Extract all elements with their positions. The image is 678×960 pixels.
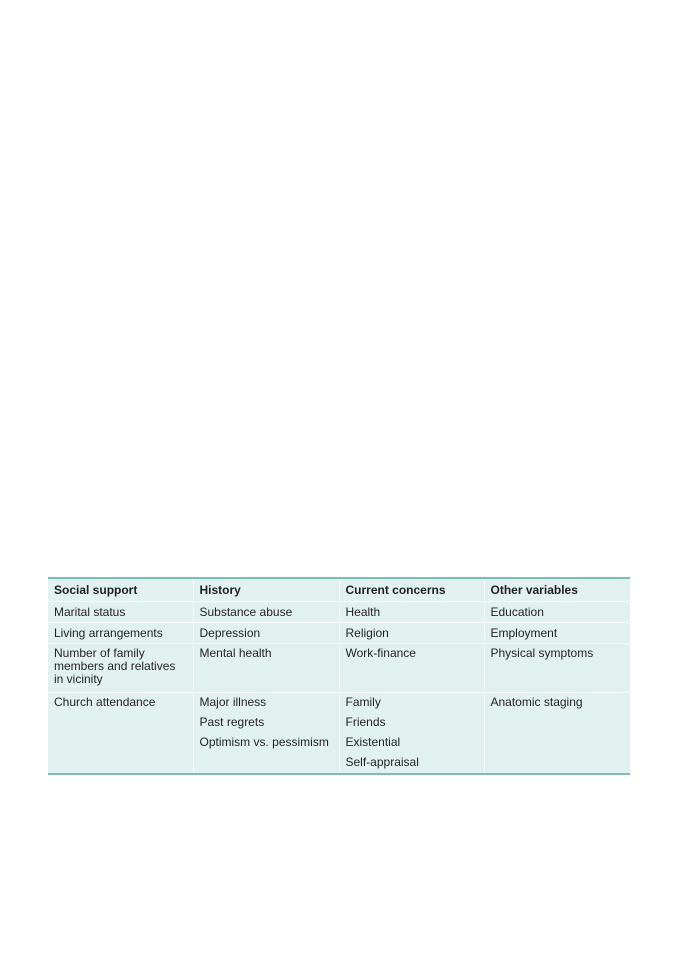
table-cell: Mental health [193,644,339,693]
table-row [48,623,630,644]
cell-line: Anatomic staging [490,695,583,709]
table-cell [484,693,630,775]
cell-line: Church attendance [54,695,156,709]
table-cell [339,693,484,775]
table-row [48,693,630,775]
table-cell: Living arrangements [48,623,193,644]
header-current-concerns: Current concerns [339,578,484,602]
table-cell: Marital status [48,602,193,623]
table-cell [48,693,193,775]
table-cell: Religion [339,623,484,644]
table-cell: Health [339,602,484,623]
cell-line: Optimism vs. pessimism [199,735,329,749]
variables-table-container [48,577,630,775]
table-row [48,602,630,623]
table-cell: Work-finance [339,644,484,693]
table-cell: Employment [484,623,630,644]
table-cell: Depression [193,623,339,644]
header-other-variables: Other variables [484,578,630,602]
variables-table [48,577,630,775]
cell-line: Self-appraisal [345,755,419,769]
header-history: History [193,578,339,602]
table-cell: Number of family members and relatives in vicinity [48,644,193,693]
table-cell: Education [484,602,630,623]
table-row [48,644,630,693]
cell-line: Major illness [199,695,267,709]
cell-line: Friends [345,715,386,729]
table-header-row [48,578,630,602]
table-cell: Substance abuse [193,602,339,623]
table-cell: Physical symptoms [484,644,630,693]
cell-line: Family [345,695,381,709]
header-social-support: Social support [48,578,193,602]
table-cell [193,693,339,775]
cell-line: Existential [345,735,401,749]
cell-line: Past regrets [199,715,265,729]
